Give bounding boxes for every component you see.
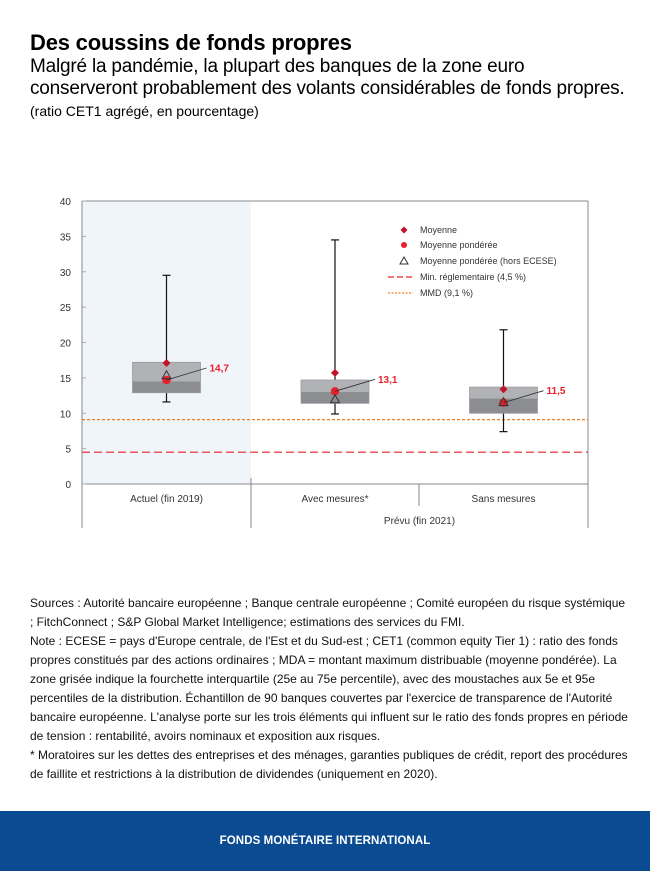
x-category-label: Avec mesures* bbox=[301, 494, 369, 505]
x-group-label: Prévu (fin 2021) bbox=[383, 516, 456, 527]
legend-item-label: Moyenne pondérée bbox=[420, 240, 498, 250]
chart-units: (ratio CET1 agrégé, en pourcentage) bbox=[30, 103, 259, 119]
header bbox=[30, 30, 630, 120]
y-tick-label: 15 bbox=[59, 373, 71, 385]
chart-notes bbox=[30, 594, 630, 784]
legend-item-label: Moyenne bbox=[420, 225, 458, 235]
y-tick-label: 30 bbox=[59, 267, 71, 279]
sources-text: Sources : Autorité bancaire européenne ; Banque centrale européenne ; Comité européen du risque systémique ; FitchConnect ; S&P Global Market Intelligence; estimations des services du FMI. bbox=[30, 596, 626, 629]
weighted-mean-label: 14,7 bbox=[209, 363, 229, 375]
box-plot-chart bbox=[0, 185, 650, 545]
footer-label: FONDS MONÉTAIRE INTERNATIONAL bbox=[219, 835, 431, 847]
legend-item-label: MMD (9,1 %) bbox=[420, 288, 474, 298]
y-tick-label: 10 bbox=[59, 409, 71, 421]
x-category-label: Actuel (fin 2019) bbox=[130, 494, 203, 505]
y-tick-label: 25 bbox=[59, 303, 71, 315]
weighted-mean-label: 13,1 bbox=[378, 374, 398, 386]
y-tick-label: 35 bbox=[59, 232, 71, 244]
x-category-label: Sans mesures bbox=[471, 494, 536, 505]
legend-triangle-icon bbox=[400, 257, 408, 264]
y-tick-label: 0 bbox=[65, 480, 71, 491]
weighted-mean-label: 11,5 bbox=[546, 386, 566, 398]
legend-item-label: Min. réglementaire (4,5 %) bbox=[420, 272, 527, 282]
footer-banner bbox=[0, 811, 650, 871]
y-tick-label: 20 bbox=[59, 338, 71, 350]
chart-canvas bbox=[0, 185, 650, 545]
chart-subtitle: Malgré la pandémie, la plupart des banques de la zone euro conserveront probablement des volants considérables de fonds propres. bbox=[30, 56, 625, 99]
note-text: Note : ECESE = pays d'Europe centrale, de l'Est et du Sud-est ; CET1 (common equity Tier 1) : ratio des fonds propres constitués par des actions ordinaires ; MDA = montant maximum distribuable (moyenne pondérée). La zone grisée indique la fourchette interquartile (25e au 75e percentile), avec des moustaches aux 5e et 95e percentiles de la distribution. Échantillon de 90 banques couvertes par l'exercice de transparence de l'Autorité bancaire européenne. L'analyse porte sur les trois éléments qui influent sur le ratio des fonds propres en période de tension : rentabilité, avoirs nominaux et exposition aux risques. bbox=[30, 634, 628, 743]
y-tick-label: 40 bbox=[59, 197, 71, 208]
legend-item-label: Moyenne pondérée (hors ECESE) bbox=[420, 256, 557, 266]
footnote-text: * Moratoires sur les dettes des entreprises et des ménages, garanties publiques de crédit, report des procédures de faillite et restrictions à la distribution de dividendes (uniquement en 2020). bbox=[30, 748, 628, 781]
chart-title: Des coussins de fonds propres bbox=[30, 30, 352, 55]
legend-weighted-mean-icon bbox=[401, 242, 407, 248]
y-tick-label: 5 bbox=[65, 444, 71, 456]
mean-marker bbox=[331, 369, 339, 377]
legend-mean-icon bbox=[401, 227, 408, 234]
